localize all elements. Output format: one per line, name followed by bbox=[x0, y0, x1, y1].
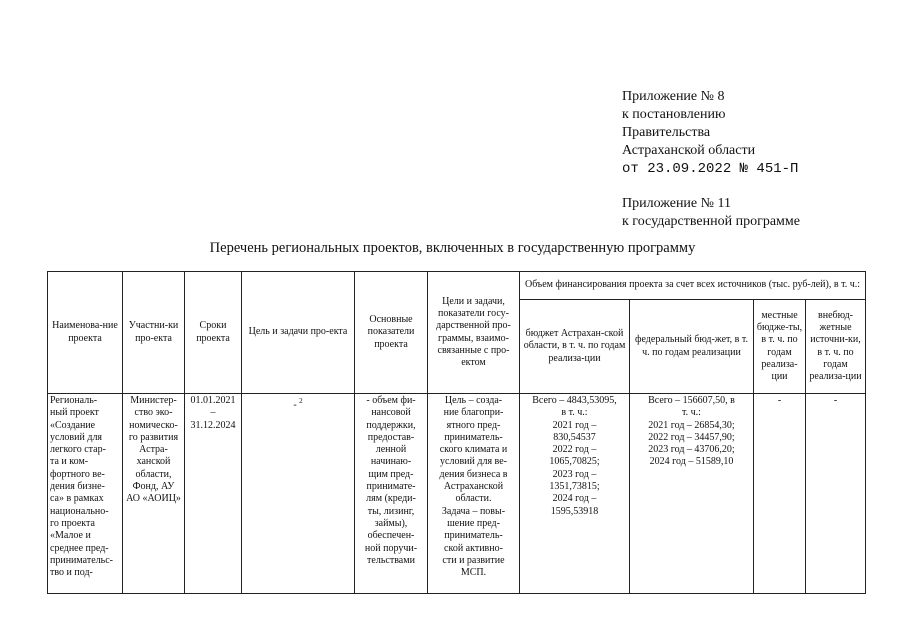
header-program-goals: Цели и задачи, показатели госу-дарственной про-граммы, взаимо-связанные с про-ектом bbox=[428, 272, 520, 394]
header-goals: Цель и задачи про-екта bbox=[242, 272, 355, 394]
cell-program-goals: Цель – созда- ние благопри- ятного пред- приниматель- ского климата и условий для ве- дения бизнеса в Астраханской области. Задача – повы- шение пред- приниматель- ской активно- сти и развитие МСП. bbox=[428, 394, 520, 594]
cell-participants: Министер- ство эко- номическо- го развития Астра- ханской области, Фонд, АУ АО «АОИЦ» bbox=[123, 394, 185, 594]
cell-indicators: - объем фи- нансовой поддержки, предостав- ленной начинаю- щим пред- принимате- лям (креди- ты, лизинг, займы), обеспечен- ной поручи- тельствами bbox=[355, 394, 428, 594]
header-line: к государственной программе bbox=[622, 214, 800, 229]
header-line: Астраханской области bbox=[622, 143, 756, 158]
header-line: к постановлению bbox=[622, 107, 726, 122]
header-regional-budget: бюджет Астрахан-ской области, в т. ч. по годам реализа-ции bbox=[520, 300, 630, 394]
cell-terms: 01.01.2021 – 31.12.2024 bbox=[185, 394, 242, 594]
header-name: Наименова-ние проекта bbox=[48, 272, 123, 394]
cell-regional-budget: Всего – 4843,53095, в т. ч.: 2021 год – 830,54537 2022 год – 1065,70825; 2023 год – 1351,73815; 2024 год – 1595,53918 bbox=[520, 394, 630, 594]
header-indicators: Основные показатели проекта bbox=[355, 272, 428, 394]
header-block bbox=[622, 88, 800, 231]
header-date-line: от 23.09.2022 № 451-П bbox=[622, 161, 799, 177]
projects-table bbox=[47, 271, 866, 594]
header-financing: Объем финансирования проекта за счет всех источников (тыс. руб-лей), в т. ч.: bbox=[520, 272, 866, 300]
header-line: Приложение № 11 bbox=[622, 196, 731, 211]
cell-extra-sources: - bbox=[806, 394, 866, 594]
header-local-budgets: местные бюдже-ты, в т. ч. по годам реализа-ции bbox=[754, 300, 806, 394]
header-participants: Участни-ки про-екта bbox=[123, 272, 185, 394]
header-terms: Сроки проекта bbox=[185, 272, 242, 394]
page-title: Перечень региональных проектов, включенных в государственную программу bbox=[209, 240, 696, 256]
footnote-mark: 2 bbox=[299, 397, 303, 405]
cell-project-goals: - $^2$ bbox=[242, 394, 355, 594]
header-federal-budget: федеральный бюд-жет, в т. ч. по годам реализации bbox=[630, 300, 754, 394]
header-line: Правительства bbox=[622, 125, 711, 140]
cell-project-name: Региональ- ный проект «Создание условий для легкого стар- та и ком- фортного ве- дения бизне- са» в рамках национально- го проекта «Малое и среднее пред- принимательс- тво и под- bbox=[48, 394, 123, 594]
header-line: Приложение № 8 bbox=[622, 89, 725, 104]
header-extra-sources: внебюд-жетные источни-ки, в т. ч. по годам реализа-ции bbox=[806, 300, 866, 394]
cell-local-budgets: - bbox=[754, 394, 806, 594]
cell-federal-budget: Всего – 156607,50, в т. ч.: 2021 год – 26854,30; 2022 год – 34457,90; 2023 год – 43706,20; 2024 год – 51589,10 bbox=[630, 394, 754, 594]
